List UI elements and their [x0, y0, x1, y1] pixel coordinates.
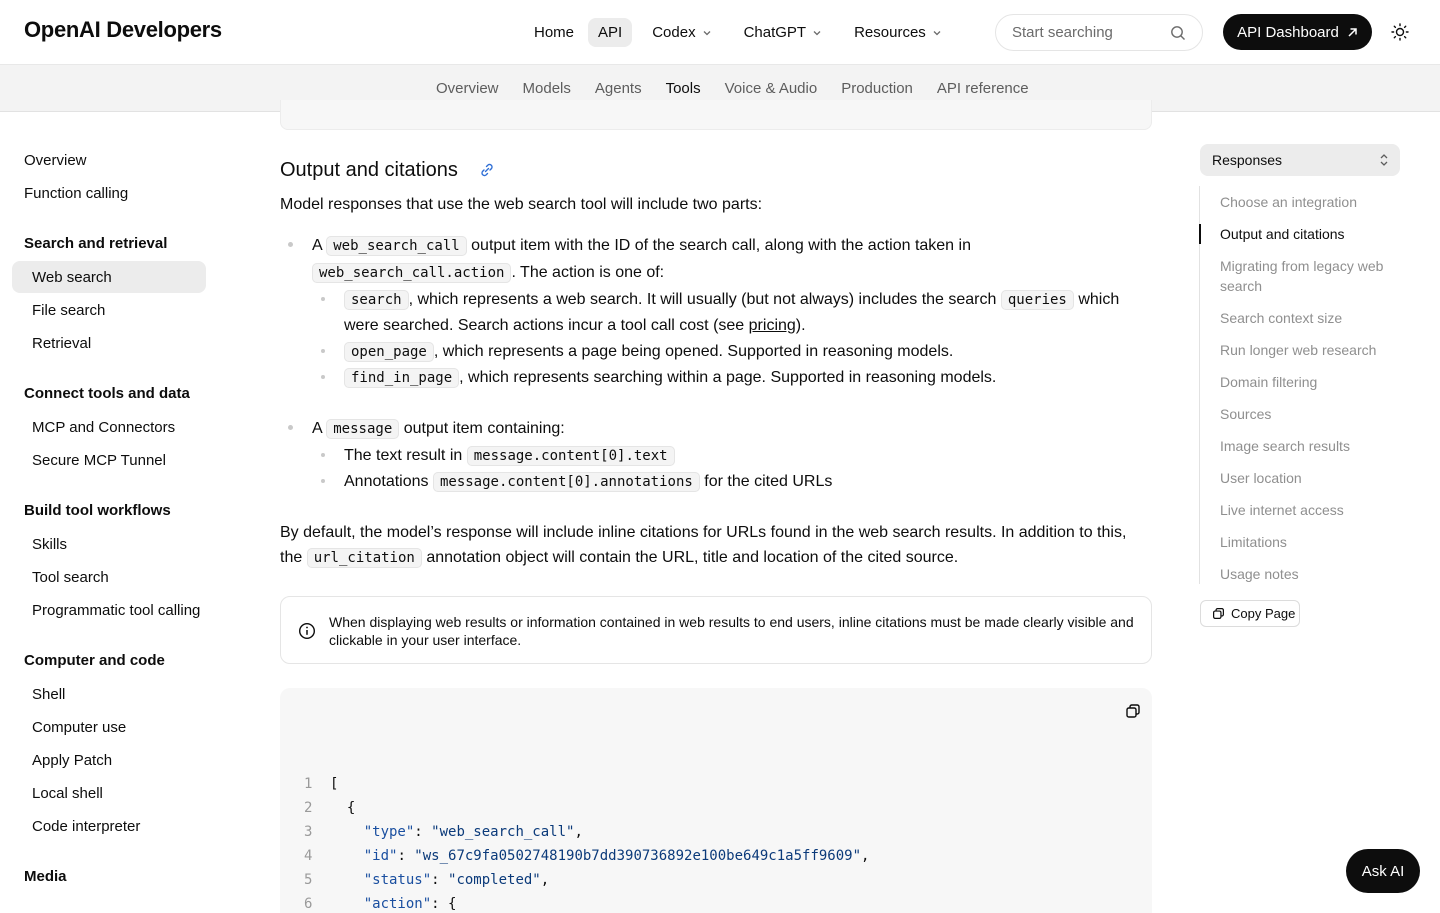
sub-item-search [344, 287, 1152, 313]
code-block [280, 688, 1152, 913]
sidebar-item-apply-patch[interactable]: Apply Patch [32, 752, 113, 769]
inline-code: web_search_call.action [312, 263, 511, 283]
sidebar-item-code-interpreter[interactable]: Code interpreter [32, 818, 141, 835]
code-value: { [448, 896, 457, 912]
left-sidebar [0, 112, 218, 913]
nav-codex[interactable] [642, 18, 721, 47]
list-item-text: The text result in [344, 447, 463, 464]
sidebar-item-computer-use[interactable]: Computer use [32, 719, 127, 736]
main-content [280, 112, 1152, 913]
list-item-continuation [312, 260, 664, 286]
code-text: { [330, 800, 356, 816]
arrow-up-right-icon [1347, 27, 1358, 38]
inline-code: message [326, 419, 399, 439]
code-line: 5 "status": "completed", [304, 868, 549, 892]
inline-code: web_search_call [326, 236, 466, 256]
list-item-prefix: A [312, 420, 322, 437]
toc-item-output-citations[interactable]: Output and citations [1220, 226, 1345, 242]
callout-text: When displaying web results or information contained in web results to end users, inline citations must be made clearly visible and clickable in your user interface. [329, 614, 1134, 648]
nav-api[interactable] [588, 18, 632, 47]
inline-code: message.content[0].annotations [433, 472, 700, 492]
bullet-dot [321, 375, 325, 379]
toc-item-run-longer-research[interactable]: Run longer web research [1220, 342, 1377, 358]
code-indent [330, 824, 364, 840]
code-key: "status" [363, 872, 432, 888]
citation-paragraph-line2 [280, 545, 958, 571]
code-indent [330, 896, 364, 912]
search-input[interactable] [1012, 24, 1162, 41]
chevron-down-icon [932, 28, 942, 38]
code-line [304, 772, 338, 796]
list-item-text: which [1078, 291, 1120, 308]
code-tail: , [574, 824, 583, 840]
nav-chatgpt[interactable] [734, 18, 833, 47]
list-item-text: output item containing: [403, 420, 565, 437]
tab-production[interactable]: Production [841, 80, 913, 97]
info-callout [280, 596, 1152, 664]
copy-icon[interactable] [1125, 703, 1141, 719]
nav-codex-label: Codex [652, 24, 696, 41]
list-item-text: , which represents searching within a page. Supported in reasoning models. [459, 369, 997, 386]
copy-icon [1212, 607, 1225, 620]
toc-item-live-internet-access[interactable]: Live internet access [1220, 502, 1344, 518]
chevron-down-icon [812, 28, 822, 38]
sidebar-group-media: Media [24, 868, 67, 885]
paragraph-text: the [280, 549, 303, 566]
pricing-link[interactable]: pricing [748, 317, 796, 334]
code-indent [330, 848, 364, 864]
code-line: 4 "id": "ws_67c9fa0502748190b7dd390736892e100be649c1a5ff9609", [304, 844, 869, 868]
top-header [0, 0, 1440, 64]
code-value: "web_search_call" [431, 824, 575, 840]
toc-item-user-location[interactable]: User location [1220, 470, 1302, 486]
previous-code-block [280, 100, 1152, 130]
info-icon [298, 622, 316, 640]
copy-page-button[interactable] [1200, 600, 1300, 627]
line-number: 1 [304, 776, 313, 792]
bullet-dot [321, 349, 325, 353]
inline-code: queries [1001, 290, 1074, 310]
inline-code: open_page [344, 342, 434, 362]
sidebar-item-local-shell[interactable]: Local shell [32, 785, 103, 802]
inline-code: find_in_page [344, 368, 459, 388]
toc-item-search-context-size[interactable]: Search context size [1220, 310, 1343, 326]
list-item-text: output item with the ID of the search call, along with the action taken in [471, 237, 971, 254]
list-item-text: Annotations [344, 473, 429, 490]
top-nav [524, 18, 952, 47]
code-key: "id" [363, 848, 398, 864]
tab-api-reference[interactable]: API reference [936, 80, 1029, 97]
line-number: 4 [304, 848, 313, 864]
tab-models[interactable]: Models [522, 80, 571, 97]
toc-active-indicator [1199, 224, 1201, 244]
toc-item-choose-integration[interactable]: Choose an integration [1220, 194, 1357, 210]
tab-tools[interactable]: Tools [654, 65, 713, 112]
code-tail: , [861, 848, 870, 864]
bullet-dot [321, 479, 325, 483]
nav-api-label: API [598, 24, 623, 41]
sub-item-search-continuation [344, 313, 806, 338]
toc-item-usage-notes[interactable]: Usage notes [1220, 566, 1299, 582]
bullet-dot [321, 297, 325, 301]
citation-paragraph-line1: By default, the model’s response will include inline citations for URLs found in the web search results. In addition to this, [280, 524, 1127, 541]
toc-rail [1199, 186, 1200, 584]
line-number: 2 [304, 800, 313, 816]
code-key: "type" [363, 824, 415, 840]
sidebar-group-search-retrieval: Search and retrieval [24, 235, 168, 252]
line-number: 6 [304, 896, 313, 912]
nav-home-label: Home [534, 24, 575, 41]
list-item-text: . The action is one of: [511, 264, 665, 281]
toc-item-image-search-results[interactable]: Image search results [1220, 438, 1350, 454]
sidebar-item-retrieval[interactable]: Retrieval [32, 335, 92, 352]
list-item-text: ). [795, 317, 806, 334]
list-item-text: , which represents a web search. It will usually (but not always) includes the search [408, 291, 997, 308]
sidebar-item-mcp-connectors[interactable]: MCP and Connectors [32, 419, 176, 436]
code-key: "action" [363, 896, 432, 912]
sub-item-annotations [344, 469, 832, 495]
intro-paragraph: Model responses that use the web search tool will include two parts: [280, 196, 763, 213]
sidebar-item-tool-search[interactable]: Tool search [32, 569, 109, 586]
nav-home[interactable] [524, 18, 584, 47]
nav-resources-label: Resources [854, 24, 926, 41]
inline-code: search [344, 290, 409, 310]
sidebar-item-programmatic-tool-calling[interactable]: Programmatic tool calling [32, 602, 201, 619]
sidebar-item-secure-mcp-tunnel[interactable]: Secure MCP Tunnel [32, 452, 166, 469]
sub-item-text-result [344, 443, 675, 469]
sidebar-item-file-search[interactable]: File search [32, 302, 106, 319]
code-value: "ws_67c9fa0502748190b7dd390736892e100be649c1a5ff9609" [414, 848, 862, 864]
code-line [304, 796, 355, 820]
toc-item-sources[interactable]: Sources [1220, 406, 1272, 422]
code-line: 3 "type": "web_search_call", [304, 820, 583, 844]
integration-select[interactable] [1200, 144, 1400, 176]
tab-agents[interactable]: Agents [594, 80, 642, 97]
code-tail: , [540, 872, 550, 888]
sun-icon[interactable] [1390, 22, 1410, 42]
ask-ai-button[interactable]: Ask AI [1346, 849, 1420, 893]
sidebar-item-function-calling[interactable]: Function calling [24, 185, 129, 202]
list-item-web-search-call [312, 233, 1132, 259]
line-number: 5 [304, 872, 313, 888]
chevron-up-down-icon [1379, 153, 1389, 167]
chevron-down-icon [702, 28, 712, 38]
list-item-text: for the cited URLs [704, 473, 833, 490]
list-item-text: were searched. Search actions incur a tool call cost (see [344, 317, 745, 334]
link-icon[interactable] [479, 162, 495, 178]
bullet-dot [321, 453, 325, 457]
code-line: 6 "action": { [304, 892, 456, 913]
line-number: 3 [304, 824, 313, 840]
code-value: "completed" [448, 872, 541, 888]
nav-resources[interactable] [844, 18, 952, 47]
code-indent [330, 872, 364, 888]
sub-item-open-page [344, 339, 953, 365]
toc-item-domain-filtering[interactable]: Domain filtering [1220, 374, 1318, 390]
search-box[interactable] [995, 14, 1203, 51]
toc-item-limitations[interactable]: Limitations [1220, 534, 1287, 550]
bullet-dot [288, 242, 293, 247]
code-text: [ [330, 776, 339, 792]
tab-voice-audio[interactable]: Voice & Audio [724, 80, 818, 97]
sidebar-item-overview[interactable]: Overview [24, 152, 87, 169]
tab-overview[interactable]: Overview [436, 80, 499, 97]
list-item-prefix: A [312, 237, 322, 254]
sub-item-find-in-page [344, 365, 996, 391]
sidebar-item-skills[interactable]: Skills [32, 536, 68, 553]
sidebar-group-computer-code: Computer and code [24, 652, 165, 669]
paragraph-text: annotation object will contain the URL, title and location of the cited source. [426, 549, 959, 566]
section-title: Output and citations [280, 159, 458, 181]
inline-code: url_citation [307, 548, 422, 568]
sidebar-item-shell[interactable]: Shell [32, 686, 66, 703]
api-dashboard-button[interactable] [1223, 14, 1372, 50]
api-dashboard-label: API Dashboard [1237, 23, 1339, 41]
sidebar-group-build-tool-workflows: Build tool workflows [24, 502, 171, 519]
list-item-message [312, 416, 565, 442]
bullet-dot [288, 425, 293, 430]
sidebar-item-web-search[interactable]: Web search [32, 269, 112, 286]
inline-code: message.content[0].text [467, 446, 675, 466]
integration-select-label: Responses [1212, 152, 1283, 168]
search-icon[interactable] [1170, 25, 1186, 41]
nav-chatgpt-label: ChatGPT [743, 24, 807, 41]
toc-item-migrating-legacy[interactable]: Migrating from legacy web search [1220, 258, 1384, 294]
sidebar-group-connect-tools: Connect tools and data [24, 385, 190, 402]
site-logo[interactable]: OpenAI Developers [24, 17, 222, 42]
list-item-text: , which represents a page being opened. Supported in reasoning models. [433, 343, 954, 360]
copy-page-label: Copy Page [1231, 606, 1296, 621]
